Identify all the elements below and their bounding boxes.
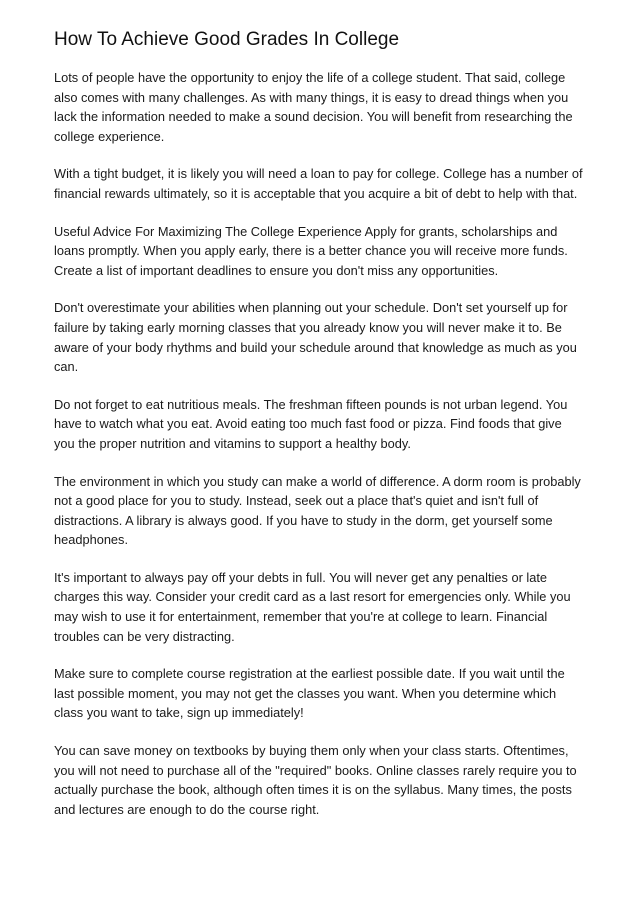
paragraph-3: Useful Advice For Maximizing The College Experience Apply for grants, scholarships and loans promptly. When you apply early, there is a better chance you will receive more funds. Create a list of important deadlines to ensure you don't miss any opportunities. [54, 223, 568, 278]
document-page [54, 28, 584, 837]
paragraph-1: Lots of people have the opportunity to enjoy the life of a college student. That said, college also comes with many challenges. As with many things, it is easy to dread things when you lack the information needed to make a sound decision. You will benefit from researching the college experience. [54, 70, 573, 144]
document-title: How To Achieve Good Grades In College [54, 29, 400, 50]
paragraph-7: It's important to always pay off your debts in full. You will never get any penalties or late charges this way. Consider your credit card as a last resort for emergencies only. While you may wish to use it for entertainment, remember that you're at college to learn. Financial troubles can be very distracting. [54, 569, 571, 644]
paragraph-8: Make sure to complete course registration at the earliest possible date. If you wait until the last possible moment, you may not get the classes you want. When you determine which class you want to take, sign up immediately! [54, 666, 565, 721]
paragraph-4: Don't overestimate your abilities when planning out your schedule. Don't set yourself up for failure by taking early morning classes that you already know you will never make it to. Be aware of your body rhythms and build your schedule around that knowledge as much as you can. [54, 300, 577, 375]
paragraph-9: You can save money on textbooks by buying them only when your class starts. Oftentimes, you will not need to purchase all of the "required" books. Online classes rarely require you to actually purchase the book, although often times it is on the syllabus. Many times, the posts and lectures are enough to do the course right. [54, 743, 577, 817]
paragraph-6: The environment in which you study can make a world of difference. A dorm room is probably not a good place for you to study. Instead, seek out a place that's quiet and isn't full of distractions. A library is always good. If you have to study in the dorm, get yourself some headphones. [54, 473, 581, 548]
paragraph-2: With a tight budget, it is likely you will need a loan to pay for college. College has a number of financial rewards ultimately, so it is acceptable that you acquire a bit of debt to help with that. [54, 166, 583, 201]
paragraph-5: Do not forget to eat nutritious meals. The freshman fifteen pounds is not urban legend. You have to watch what you eat. Avoid eating too much fast food or pizza. Find foods that give you the proper nutrition and vitamins to support a healthy body. [54, 396, 568, 451]
